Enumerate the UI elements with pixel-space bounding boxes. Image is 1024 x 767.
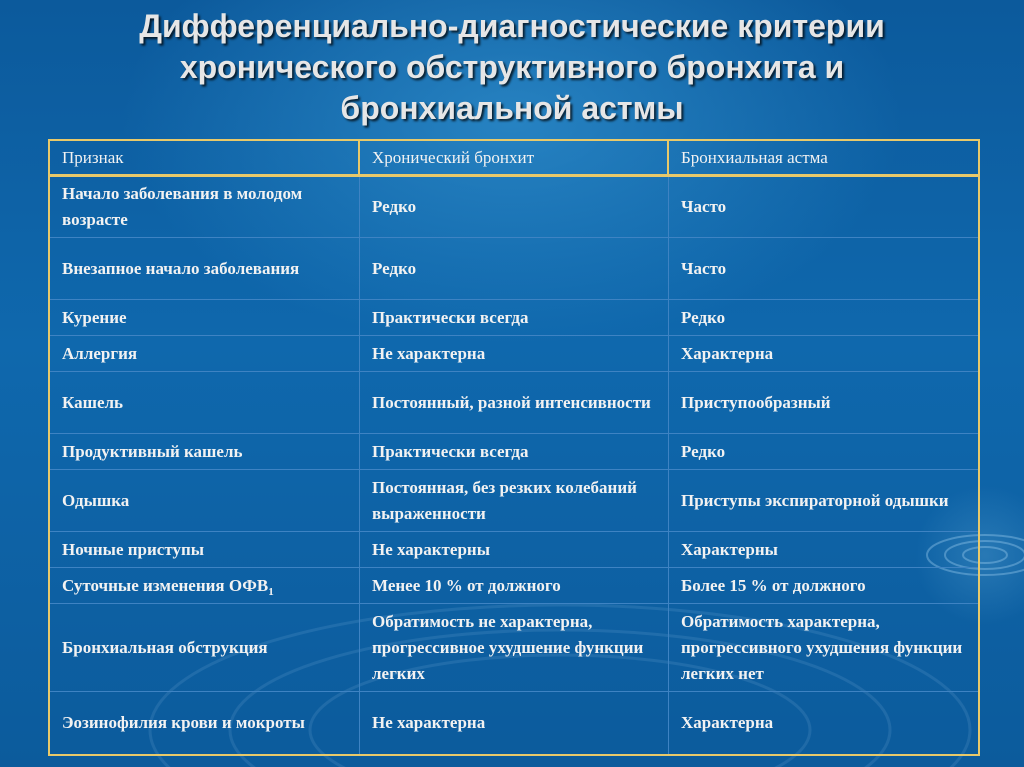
table-row — [50, 336, 978, 372]
asthma-cell: Часто — [669, 238, 978, 300]
table-row — [50, 177, 978, 238]
table-row — [50, 532, 978, 568]
header-chronic-bronchitis: Хронический бронхит — [360, 141, 669, 177]
bronchitis-cell: Постоянный, разной интенсивности — [360, 372, 669, 434]
table-row — [50, 604, 978, 692]
bronchitis-cell: Редко — [360, 238, 669, 300]
title-line-1: Дифференциально-диагностические критерии — [139, 8, 885, 44]
asthma-cell: Более 15 % от должного — [669, 568, 978, 604]
asthma-cell: Обратимость характерна, прогрессивного ухудшения функции легких нет — [669, 604, 978, 692]
title-line-3: бронхиальной астмы — [340, 90, 684, 126]
header-feature: Признак — [50, 141, 360, 177]
header-bronchial-asthma: Бронхиальная астма — [669, 141, 978, 177]
feature-cell: Одышка — [50, 470, 360, 532]
bronchitis-cell: Не характерна — [360, 692, 669, 754]
feature-cell: Курение — [50, 300, 360, 336]
bronchitis-cell: Обратимость не характерна, прогрессивное ухудшение функции легких — [360, 604, 669, 692]
bronchitis-cell: Редко — [360, 177, 669, 238]
asthma-cell: Приступы экспираторной одышки — [669, 470, 978, 532]
feature-cell — [50, 568, 360, 604]
slide-title — [60, 6, 964, 129]
table-row — [50, 300, 978, 336]
asthma-cell: Редко — [669, 434, 978, 470]
bronchitis-cell: Не характерна — [360, 336, 669, 372]
feature-cell: Аллергия — [50, 336, 360, 372]
bronchitis-cell: Менее 10 % от должного — [360, 568, 669, 604]
table-header-row — [50, 141, 978, 177]
table-row — [50, 692, 978, 754]
asthma-cell: Характерны — [669, 532, 978, 568]
bronchitis-cell: Практически всегда — [360, 300, 669, 336]
asthma-cell: Характерна — [669, 336, 978, 372]
ofv-label: Суточные изменения ОФВ — [62, 575, 269, 595]
asthma-cell: Редко — [669, 300, 978, 336]
feature-cell: Ночные приступы — [50, 532, 360, 568]
asthma-cell: Часто — [669, 177, 978, 238]
feature-cell: Эозинофилия крови и мокроты — [50, 692, 360, 754]
table-row — [50, 238, 978, 300]
table-row — [50, 470, 978, 532]
feature-cell: Кашель — [50, 372, 360, 434]
asthma-cell: Приступообразный — [669, 372, 978, 434]
asthma-cell: Характерна — [681, 713, 774, 732]
feature-cell: Начало заболевания в молодом возрасте — [50, 177, 360, 238]
feature-cell: Бронхиальная обструкция — [50, 604, 360, 692]
bronchitis-cell: Не характерны — [360, 532, 669, 568]
bronchitis-cell: Практически всегда — [360, 434, 669, 470]
feature-cell: Внезапное начало заболевания — [50, 238, 360, 300]
table-row — [50, 434, 978, 470]
table-row — [50, 568, 978, 604]
ofv-subscript: 1 — [268, 585, 274, 598]
comparison-table — [48, 139, 980, 756]
table-row — [50, 372, 978, 434]
bronchitis-cell: Постоянная, без резких колебаний выраженности — [360, 470, 669, 532]
feature-cell: Продуктивный кашель — [50, 434, 360, 470]
title-line-2: хронического обструктивного бронхита и — [179, 49, 845, 85]
